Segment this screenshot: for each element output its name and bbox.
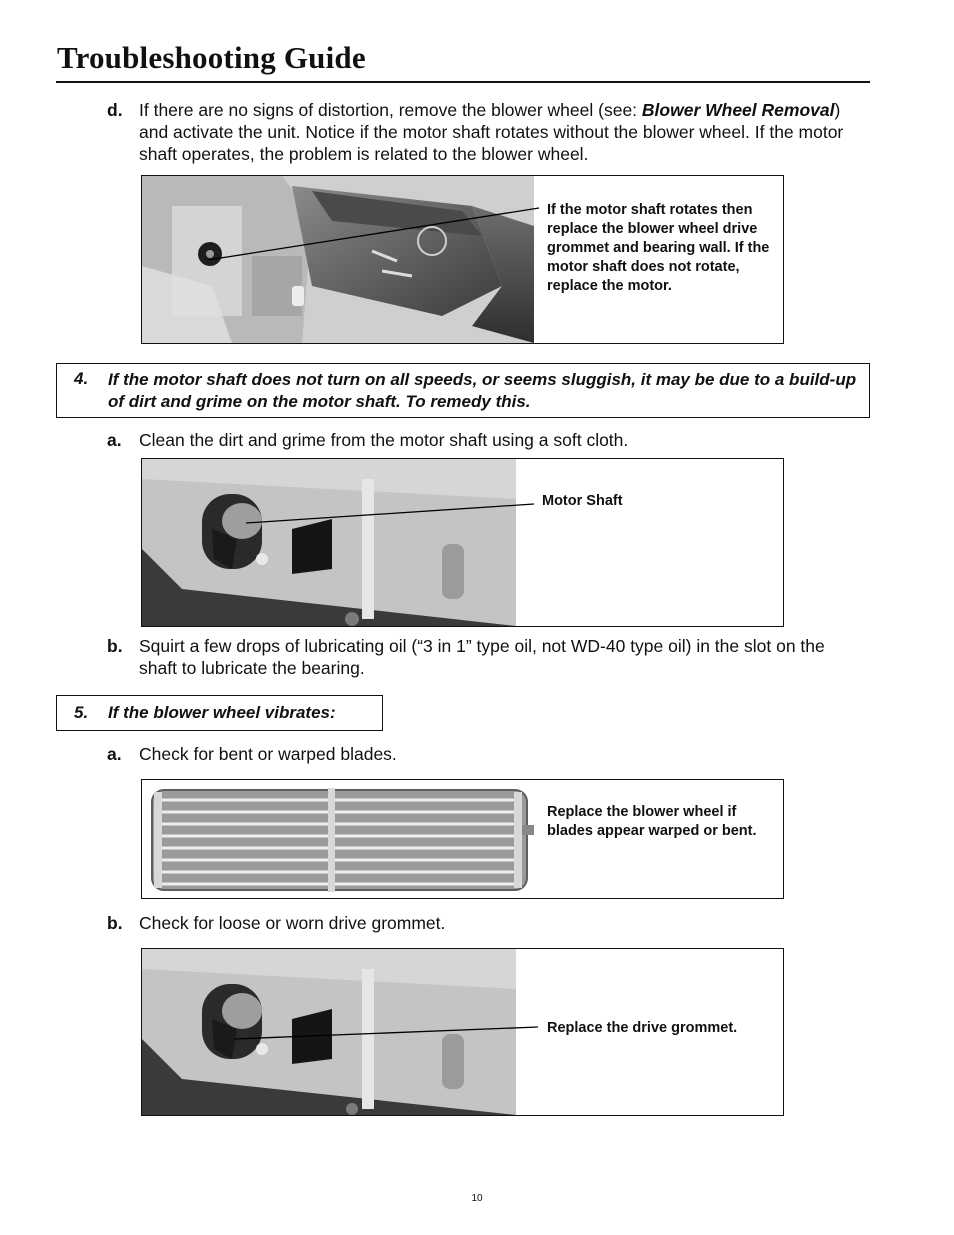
note-4-motor-shaft xyxy=(56,363,870,418)
step-d-label: d. xyxy=(107,100,123,120)
step-5a-text: Check for bent or warped blades. xyxy=(139,744,397,764)
callout-replace-blower-wheel: Replace the blower wheel if blades appear warped or bent. xyxy=(547,804,757,839)
callout-line-2 xyxy=(142,459,783,626)
step-5a-label: a. xyxy=(107,744,122,764)
step-4b xyxy=(0,635,954,681)
step-d-text-end: ) and activate the unit. Notice if the motor shaft rotates without the blower wheel. If the motor shaft operates, the problem is related to the blower wheel. xyxy=(139,100,844,164)
figure-motor-shaft-rotation xyxy=(141,175,784,344)
step-5b-label: b. xyxy=(107,913,123,933)
step-4a-text: Clean the dirt and grime from the motor shaft using a soft cloth. xyxy=(139,430,629,450)
callout-motor-shaft: Motor Shaft xyxy=(542,493,623,509)
callout-replace-drive-grommet: Replace the drive grommet. xyxy=(547,1020,738,1036)
step-5b-text: Check for loose or worn drive grommet. xyxy=(139,913,446,933)
note-4-number: 4. xyxy=(74,369,89,388)
figure-blower-wheel xyxy=(141,779,784,899)
blower-wheel-photo xyxy=(142,780,542,898)
step-d-text-start: If there are no signs of distortion, remove the blower wheel (see: xyxy=(139,100,642,120)
step-5a xyxy=(0,743,954,765)
step-4a xyxy=(0,429,954,451)
figure-motor-shaft xyxy=(141,458,784,627)
step-4a-label: a. xyxy=(107,430,122,450)
step-d xyxy=(0,99,954,169)
step-4b-label: b. xyxy=(107,636,123,656)
page-title: Troubleshooting Guide xyxy=(57,40,366,75)
note-5-blower-vibrates xyxy=(56,695,383,731)
step-d-text xyxy=(139,99,851,165)
note-5-text: If the blower wheel vibrates: xyxy=(108,703,336,722)
note-4-text: If the motor shaft does not turn on all speeds, or seems sluggish, it may be due to a build-up of dirt and grime on the motor shaft. To remedy this. xyxy=(108,370,857,411)
step-5b xyxy=(0,912,954,934)
note-5-number: 5. xyxy=(74,703,89,722)
callout-motor-shaft-rotates: If the motor shaft rotates then replace the blower wheel drive grommet and bearing wall. If the motor shaft does not rotate, replace the motor. xyxy=(547,202,770,294)
blower-wheel-illustration xyxy=(142,780,542,898)
page-number: 10 xyxy=(471,1193,483,1204)
figure-drive-grommet xyxy=(141,948,784,1116)
title-rule xyxy=(56,81,870,83)
step-4b-text: Squirt a few drops of lubricating oil (“3 in 1” type oil, not WD-40 type oil) in the slot on the shaft to lubricate the bearing. xyxy=(139,636,825,678)
blower-wheel-removal-link[interactable]: Blower Wheel Removal xyxy=(641,100,835,120)
